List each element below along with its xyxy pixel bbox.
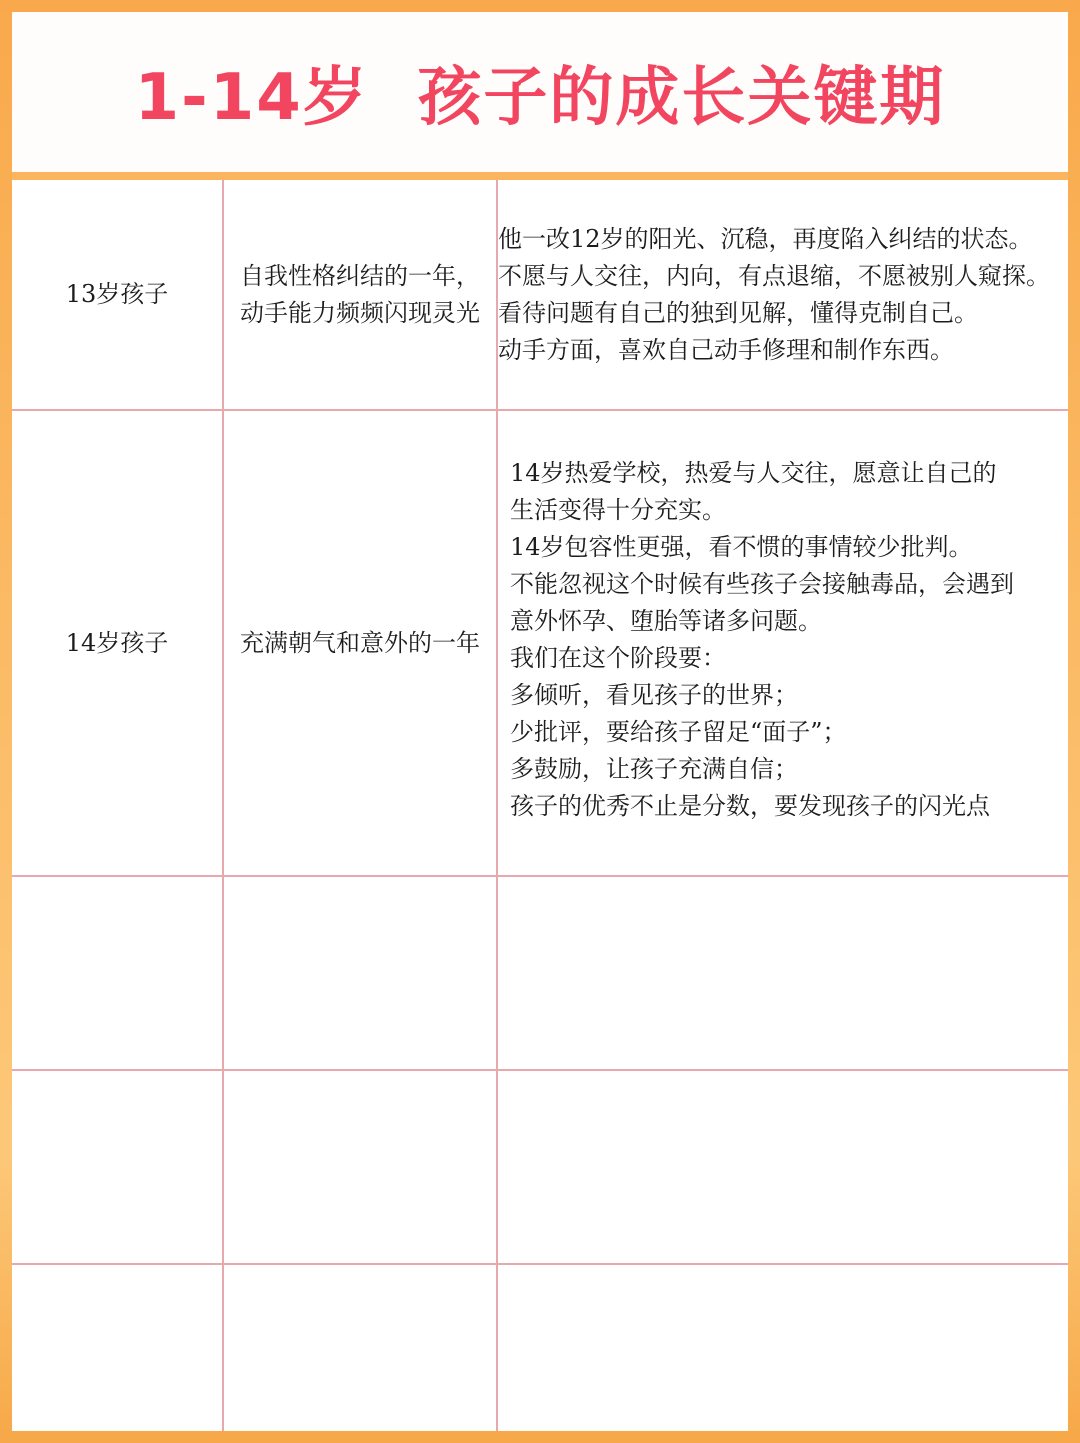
stage-details: [498, 221, 1050, 369]
detail-line: 不能忽视这个时候有些孩子会接触毒品，会遇到: [510, 570, 1014, 598]
detail-line: 不愿与人交往，内向，有点退缩，不愿被别人窥探。: [498, 261, 1050, 290]
stage-summary: 充满朝气和意外的一年: [240, 628, 480, 657]
title-divider: [12, 172, 1068, 180]
detail-line: 他一改12岁的阳光、沉稳，再度陷入纠结的状态。: [498, 224, 1033, 253]
stage-details: [510, 455, 1014, 825]
detail-line: 看待问题有自己的独到见解，懂得克制自己。: [498, 298, 978, 327]
age-label: 13岁孩子: [65, 280, 169, 308]
stage-summary: 自我性格纠结的一年， 动手能力频频闪现灵光: [240, 261, 480, 327]
page-title: 1-14岁 孩子的成长关键期: [134, 61, 946, 135]
empty-table-row: [12, 1071, 1068, 1263]
title-band: [12, 12, 1068, 172]
detail-line: 少批评，要给孩子留足“面子”；: [510, 718, 847, 746]
detail-line: 我们在这个阶段要：: [510, 644, 726, 672]
empty-table-row: [12, 1265, 1068, 1431]
table-row-14-details-cell: [510, 411, 1068, 875]
empty-table-row: [12, 877, 1068, 1069]
detail-line: 14岁热爱学校，热爱与人交往，愿意让自己的: [510, 459, 997, 487]
detail-line: 生活变得十分充实。: [510, 496, 726, 524]
detail-line: 意外怀孕、堕胎等诸多问题。: [510, 607, 822, 635]
detail-line: 孩子的优秀不止是分数，要发现孩子的闪光点: [510, 792, 990, 820]
table-row-13-details-cell: [498, 180, 1068, 409]
detail-line: 多倾听，看见孩子的世界；: [510, 681, 798, 709]
table-row-14-age-cell: [12, 411, 222, 875]
table-row-13-summary-cell: [224, 180, 496, 409]
page-sheet: [12, 12, 1068, 1431]
detail-line: 动手方面，喜欢自己动手修理和制作东西。: [498, 335, 954, 364]
table-row-13-age-cell: [12, 180, 222, 409]
growth-table: [12, 180, 1068, 1431]
detail-line: 14岁包容性更强，看不惯的事情较少批判。: [510, 533, 973, 561]
age-label: 14岁孩子: [65, 628, 169, 657]
detail-line: 多鼓励，让孩子充满自信；: [510, 755, 798, 783]
table-row-14-summary-cell: [224, 411, 496, 875]
